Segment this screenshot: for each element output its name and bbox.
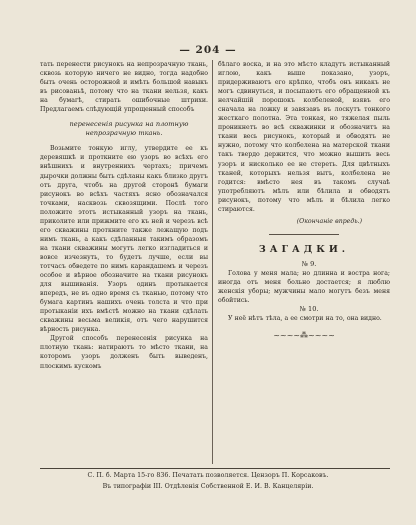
riddle-10-text: У неё нѣтъ тѣла, а ее смотри на то, она видно.	[228, 314, 382, 322]
riddle-9-text: Голова у меня мала; но длинна и востра нога; иногда отъ меня больно достается; я люблю женскія уборы; мужчины мало могутъ безъ меня обойтись.	[218, 269, 390, 304]
riddles-heading: ЗАГАДКИ.	[258, 243, 350, 255]
censor-line: С. П. б. Марта 15-го 836. Печатать позволяется. Цензоръ П. Корсаковъ.	[87, 472, 329, 479]
right-column	[218, 60, 390, 340]
riddle-10-number: № 10.	[299, 304, 319, 313]
section-rule	[269, 234, 339, 235]
method-subheading: перенесенія рисунка на плотную непрозрачную ткань.	[69, 120, 189, 138]
footer-rule	[40, 468, 390, 469]
left-paragraph-2: Возьмите тонкую иглу, утвердите ее къ деревяшкѣ и проткните ею узоръ во всѣхъ его внѣшнихъ и внутреннихъ чертахъ; причемъ дырочки должны быть сдѣланы какъ близко другъ отъ друга, чтобъ на другой сторонѣ бумаги рисунокъ во всѣхъ частяхъ ясно обозначался точками, насквозь сквозящими. Послѣ того положите этотъ истыканный узоръ на ткань, приколите или прижмите его къ ней и черезъ всѣ его скважины проткните также лежащую подъ нимъ ткань, а какъ сдѣланныя такимъ образомъ на ткани скважины могутъ легко изгладиться и вовсе изчезнуть, то будетъ лучше, если вы тотчасъ обведете по нимъ карандашемъ и черезъ особое и вѣрное обозначите на ткани рисунокъ для вышиванія. Узоръ одинъ протыкается впередъ, не въ одно время съ тканью, потому что бумага картинъ нашихъ очень толста и что при протыканіи ихъ вмѣстѣ можно на ткани сдѣлать скважины весьма великія, отъ чего нарушится вѣрность рисунка.	[40, 145, 208, 334]
left-paragraph-3: Другой способъ перенесенія рисунка на плотную ткань: натираютъ то мѣсто ткани, на которомъ узоръ долженъ быть выведенъ, плоскимъ кускомъ	[40, 335, 208, 370]
left-paragraph-1: тать перенести рисунокъ на непрозрачную ткань, сквозь которую ничего не видно, тогда надобно быть очень осторожной и имѣть большой навыкъ въ рисованьѣ, потому что на ткани нельзя, какъ на бумагѣ, стирать ошибочные штрихи. Предлагаемъ слѣдующій упрощенный способъ	[40, 61, 208, 114]
left-column	[40, 60, 208, 371]
fleuron-ornament: ~~~~⁂~~~~	[273, 330, 335, 340]
riddle-9-number: № 9.	[301, 259, 317, 268]
column-divider	[212, 60, 213, 464]
printer-line: Въ типографіи III. Отдѣленія Собственной Е. И. В. Канцеляріи.	[102, 483, 314, 490]
page-number: — 204 —	[179, 44, 237, 56]
right-paragraph-1: бѣлаго воска, и на это мѣсто кладутъ истыканный иглою, какъ выше показано, узоръ, придерживаютъ его крѣпко, чтобъ онъ никакъ не могъ сдвинуться, и посыпаютъ его обращенной къ нелчайшій порошокъ колбеленой, взявъ его сначала на ложку и завязавъ въ лоскутъ тонкого жесткаго полотна. Эта тонкая, но тяжелая пыль проникнетъ во всѣ скважинки и обозначитъ на ткани весь рисунокъ, который и обводятъ не нужно, потому что колбелена на матерской ткани такъ твердо держится, что можно вышить весь узоръ и нисколько ее не стереть. Для цвѣтныхъ тканей, которыхъ нельзя вытъ, колбелена не годится: вмѣсто нея въ такомъ случаѣ употребляютъ мѣлъ или бѣлила и обводятъ рисунокъ, потому что мѣлъ и бѣлила легко стираются.	[218, 61, 390, 213]
continued-note: (Окончаніе впредь.)	[296, 217, 362, 225]
